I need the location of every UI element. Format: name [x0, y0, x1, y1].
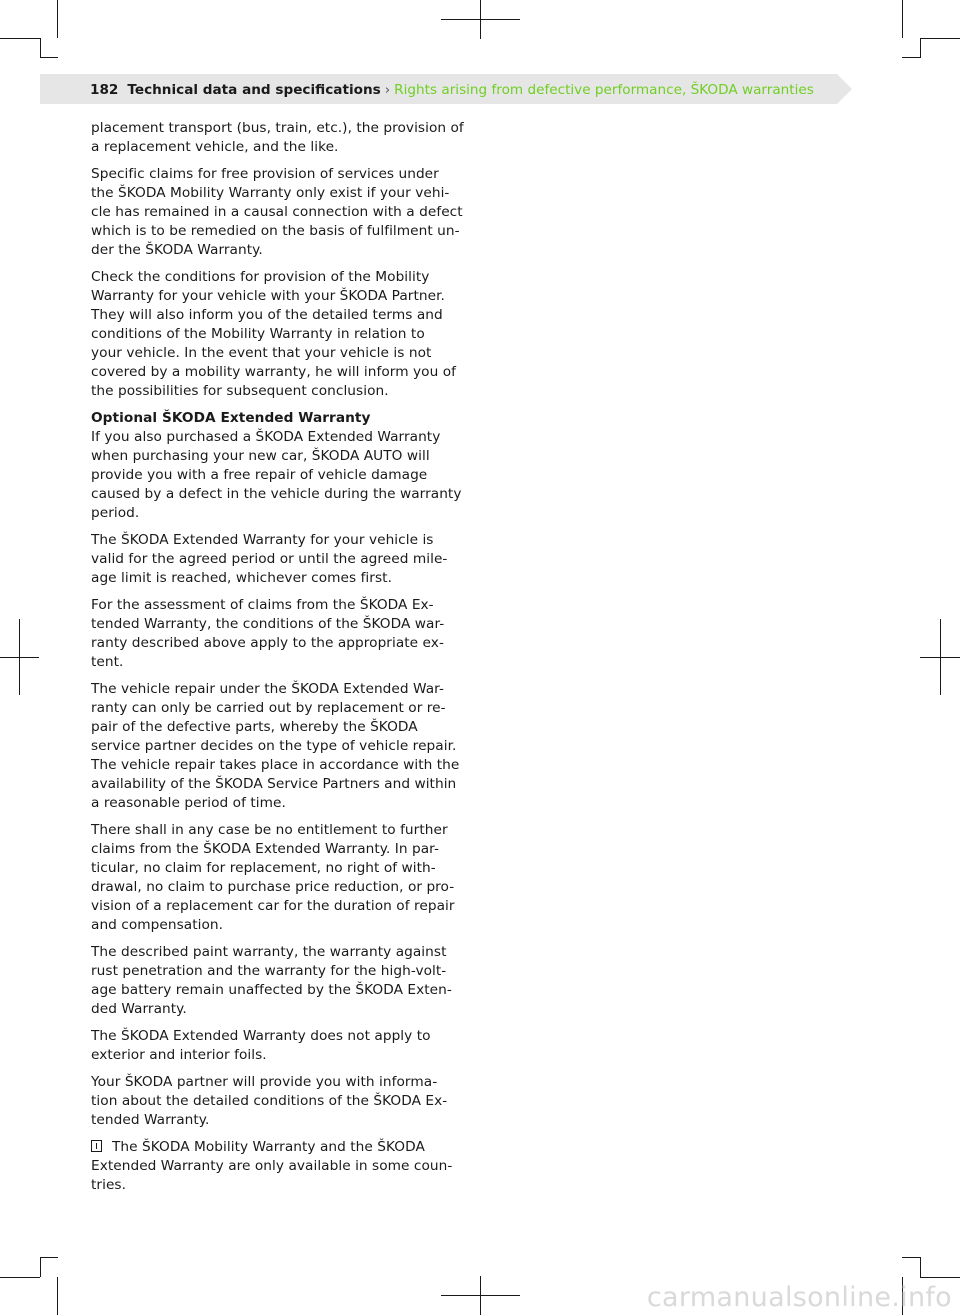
text-line: claims from the ŠKODA Extended Warranty. In par-: [91, 841, 439, 857]
text-line: There shall in any case be no entitlement to further: [91, 822, 448, 838]
text-line: Check the conditions for provision of the Mobility: [91, 269, 430, 285]
text-line: tended Warranty.: [91, 1112, 210, 1128]
text-line: and compensation.: [91, 917, 224, 933]
text-line: a replacement vehicle, and the like.: [91, 139, 339, 155]
text-line: tended Warranty, the conditions of the ŠKODA war-: [91, 616, 445, 632]
crop-mark: [902, 57, 920, 58]
paragraph: [91, 119, 463, 157]
paragraph: [91, 409, 463, 523]
text-line: drawal, no claim to purchase price reduction, or pro-: [91, 879, 455, 895]
crop-mark: [57, 1277, 58, 1315]
text-line: tries.: [91, 1177, 126, 1193]
text-line: tent.: [91, 654, 124, 670]
text-line: [91, 1138, 463, 1157]
text-line: period.: [91, 505, 140, 521]
paragraph: [91, 165, 463, 260]
text-line: ticular, no claim for replacement, no right of with-: [91, 860, 436, 876]
text-line: vision of a replacement car for the duration of repair: [91, 898, 455, 914]
text-line: tion about the detailed conditions of the ŠKODA Ex-: [91, 1093, 448, 1109]
text-line: For the assessment of claims from the ŠKODA Ex-: [91, 597, 434, 613]
text-line: service partner decides on the type of vehicle repair.: [91, 738, 457, 754]
paragraph: [91, 596, 463, 672]
crop-mark: [441, 1295, 520, 1296]
crop-mark: [920, 1277, 960, 1278]
section-title: Rights arising from defective performance, ŠKODA warranties: [394, 82, 814, 98]
paragraph: [91, 1073, 463, 1130]
crop-mark: [920, 1257, 921, 1277]
text-line: conditions of the Mobility Warranty in relation to: [91, 326, 425, 342]
crop-mark: [40, 1257, 58, 1258]
text-line: Your ŠKODA partner will provide you with informa-: [91, 1074, 438, 1090]
text-line: placement transport (bus, train, etc.), the provision of: [91, 120, 464, 136]
text-line: The described paint warranty, the warranty against: [91, 944, 447, 960]
text-line: They will also inform you of the detailed terms and: [91, 307, 443, 323]
text-line: age limit is reached, whichever comes first.: [91, 570, 392, 586]
text-line: the possibilities for subsequent conclusion.: [91, 383, 389, 399]
text-line: valid for the agreed period or until the agreed mile-: [91, 551, 448, 567]
text-line: The ŠKODA Extended Warranty does not apply to: [91, 1028, 431, 1044]
text-line: exterior and interior foils.: [91, 1047, 267, 1063]
running-header: [90, 80, 814, 100]
crop-mark: [441, 19, 520, 20]
text-line: cle has remained in a causal connection with a defect: [91, 204, 463, 220]
crop-mark: [902, 1257, 920, 1258]
crop-mark: [902, 0, 903, 38]
paragraph: [91, 680, 463, 813]
text-line: when purchasing your new car, ŠKODA AUTO will: [91, 448, 430, 464]
text-line: Extended Warranty are only available in some coun-: [91, 1158, 453, 1174]
text-line: ded Warranty.: [91, 1001, 187, 1017]
text-line: the ŠKODA Mobility Warranty only exist if your vehi-: [91, 185, 450, 201]
paragraph: [91, 943, 463, 1019]
note-paragraph: [91, 1138, 463, 1195]
text-line: rust penetration and the warranty for the high-volt-: [91, 963, 447, 979]
text-line: availability of the ŠKODA Service Partners and within: [91, 776, 457, 792]
text-line: age battery remain unaffected by the ŠKODA Exten-: [91, 982, 452, 998]
text-line: If you also purchased a ŠKODA Extended Warranty: [91, 429, 441, 445]
breadcrumb-separator: ›: [384, 82, 391, 98]
text-line: covered by a mobility warranty, he will inform you of: [91, 364, 457, 380]
text-line: The ŠKODA Extended Warranty for your vehicle is: [91, 532, 434, 548]
body-text: [91, 119, 463, 1203]
watermark: carmanualsonline.info: [646, 1282, 952, 1313]
crop-mark: [920, 657, 960, 658]
text-line: provide you with a free repair of vehicle damage: [91, 467, 428, 483]
page-number: 182: [90, 82, 119, 98]
note-text: The ŠKODA Mobility Warranty and the ŠKODA: [112, 1139, 425, 1155]
text-line: ranty can only be carried out by replacement or re-: [91, 700, 446, 716]
crop-mark: [40, 38, 41, 58]
text-line: a reasonable period of time.: [91, 795, 286, 811]
chapter-title: Technical data and specifications: [127, 82, 381, 98]
crop-mark: [0, 657, 39, 658]
text-line: The vehicle repair takes place in accordance with the: [91, 757, 460, 773]
text-line: pair of the defective parts, whereby the ŠKODA: [91, 719, 418, 735]
paragraph: [91, 268, 463, 401]
crop-mark: [920, 38, 960, 39]
subheading: Optional ŠKODA Extended Warranty: [91, 410, 371, 426]
paragraph: [91, 531, 463, 588]
text-line: caused by a defect in the vehicle during the warranty: [91, 486, 462, 502]
crop-mark: [40, 57, 58, 58]
crop-mark: [920, 38, 921, 58]
crop-mark: [57, 0, 58, 38]
info-note-icon: [91, 1140, 102, 1152]
text-line: your vehicle. In the event that your vehicle is not: [91, 345, 432, 361]
text-line: which is to be remedied on the basis of fulfilment un-: [91, 223, 460, 239]
text-line: ranty described above apply to the appropriate ex-: [91, 635, 444, 651]
paragraph: [91, 821, 463, 935]
paragraph: [91, 1027, 463, 1065]
crop-mark: [0, 1277, 40, 1278]
crop-mark: [0, 38, 40, 39]
text-line: der the ŠKODA Warranty.: [91, 242, 263, 258]
text-line: Specific claims for free provision of services under: [91, 166, 439, 182]
crop-mark: [40, 1257, 41, 1277]
text-line: Warranty for your vehicle with your ŠKODA Partner.: [91, 288, 445, 304]
text-line: The vehicle repair under the ŠKODA Extended War-: [91, 681, 444, 697]
